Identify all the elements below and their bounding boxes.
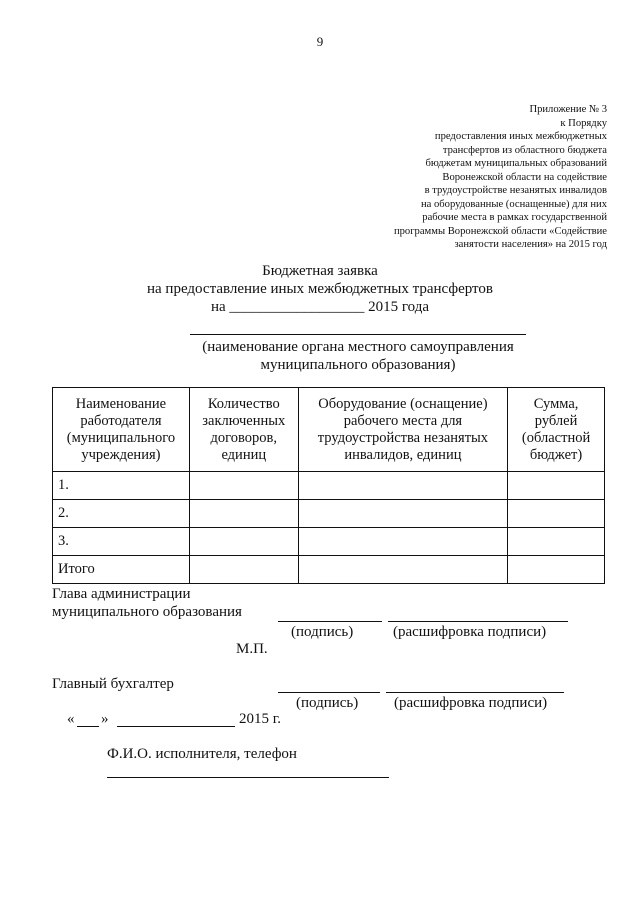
appendix-line: к Порядку	[560, 117, 607, 129]
table-row	[53, 528, 605, 556]
appendix-line: предоставления иных межбюджетных	[434, 131, 607, 142]
table-cell[interactable]	[298, 556, 507, 584]
appendix-line: рабочие места в рамках государственной	[422, 212, 607, 223]
page-number: 9	[316, 34, 324, 49]
accountant-signature-line[interactable]	[278, 692, 380, 693]
appendix-header	[347, 103, 607, 252]
head-signature-caption: (подпись)	[291, 624, 354, 640]
table-cell[interactable]	[298, 528, 507, 556]
head-decode-caption: (расшифровка подписи)	[393, 624, 547, 640]
appendix-line: программы Воронежской области «Содействие	[393, 225, 607, 237]
table-header-row	[53, 388, 605, 472]
date-year: 2015 г.	[239, 711, 281, 727]
table-cell[interactable]	[189, 528, 298, 556]
title-line: Бюджетная заявка	[262, 263, 378, 279]
header-sum: Сумма, рублей (областной бюджет)	[508, 388, 605, 472]
date-quote-open: «	[67, 711, 75, 727]
row-label: 3.	[53, 528, 190, 556]
budget-table	[52, 387, 605, 584]
title-line: на __________________ 2015 года	[210, 299, 430, 315]
org-name-line	[190, 334, 526, 335]
header-employer: Наименование работодателя (муниципального учреждения)	[53, 388, 190, 472]
header-equipment: Оборудование (оснащение) рабочего места для трудоустройства незанятых инвалидов, единиц	[298, 388, 507, 472]
table-cell[interactable]	[508, 528, 605, 556]
org-caption-line: (наименование органа местного самоуправления	[202, 339, 514, 355]
appendix-line: Приложение № 3	[529, 104, 607, 115]
org-caption-line: муниципального образования)	[260, 357, 456, 373]
table-row-total	[53, 556, 605, 584]
table-cell[interactable]	[508, 556, 605, 584]
stamp-place: М.П.	[236, 641, 268, 657]
title-line: на предоставление иных межбюджетных трансфертов	[147, 281, 493, 297]
table-cell[interactable]	[189, 472, 298, 500]
table-row	[53, 472, 605, 500]
appendix-line: бюджетам муниципальных образований	[425, 158, 607, 169]
table-cell[interactable]	[189, 556, 298, 584]
head-title-line1: Глава администрации	[52, 586, 191, 602]
table-cell[interactable]	[298, 500, 507, 528]
table-cell[interactable]	[508, 472, 605, 500]
appendix-line: на оборудованные (оснащенные) для них	[420, 198, 607, 210]
row-label: 2.	[53, 500, 190, 528]
executor-line[interactable]	[107, 777, 389, 778]
date-quote-close: »	[101, 711, 109, 727]
accountant-title: Главный бухгалтер	[52, 676, 174, 692]
executor-label: Ф.И.О. исполнителя, телефон	[107, 746, 297, 762]
document-title	[0, 262, 640, 316]
table-cell[interactable]	[298, 472, 507, 500]
accountant-signature-caption: (подпись)	[296, 695, 359, 711]
accountant-decode-line[interactable]	[386, 692, 564, 693]
appendix-line: Воронежской области на содействие	[442, 171, 607, 183]
date-month-line[interactable]	[117, 726, 235, 727]
head-signature-line[interactable]	[278, 621, 382, 622]
date-day-line[interactable]	[77, 726, 99, 727]
org-name-caption	[150, 338, 566, 374]
row-label-total: Итого	[53, 556, 190, 584]
appendix-line: в трудоустройстве незанятых инвалидов	[424, 185, 607, 196]
accountant-decode-caption: (расшифровка подписи)	[394, 695, 548, 711]
row-label: 1.	[53, 472, 190, 500]
head-decode-line[interactable]	[388, 621, 568, 622]
table-cell[interactable]	[508, 500, 605, 528]
table-row	[53, 500, 605, 528]
appendix-line: трансфертов из областного бюджета	[442, 144, 607, 156]
table-cell[interactable]	[189, 500, 298, 528]
head-title-line2: муниципального образования	[52, 604, 242, 620]
appendix-line: занятости населения» на 2015 год	[454, 239, 607, 250]
header-contracts: Количество заключенных договоров, единиц	[189, 388, 298, 472]
